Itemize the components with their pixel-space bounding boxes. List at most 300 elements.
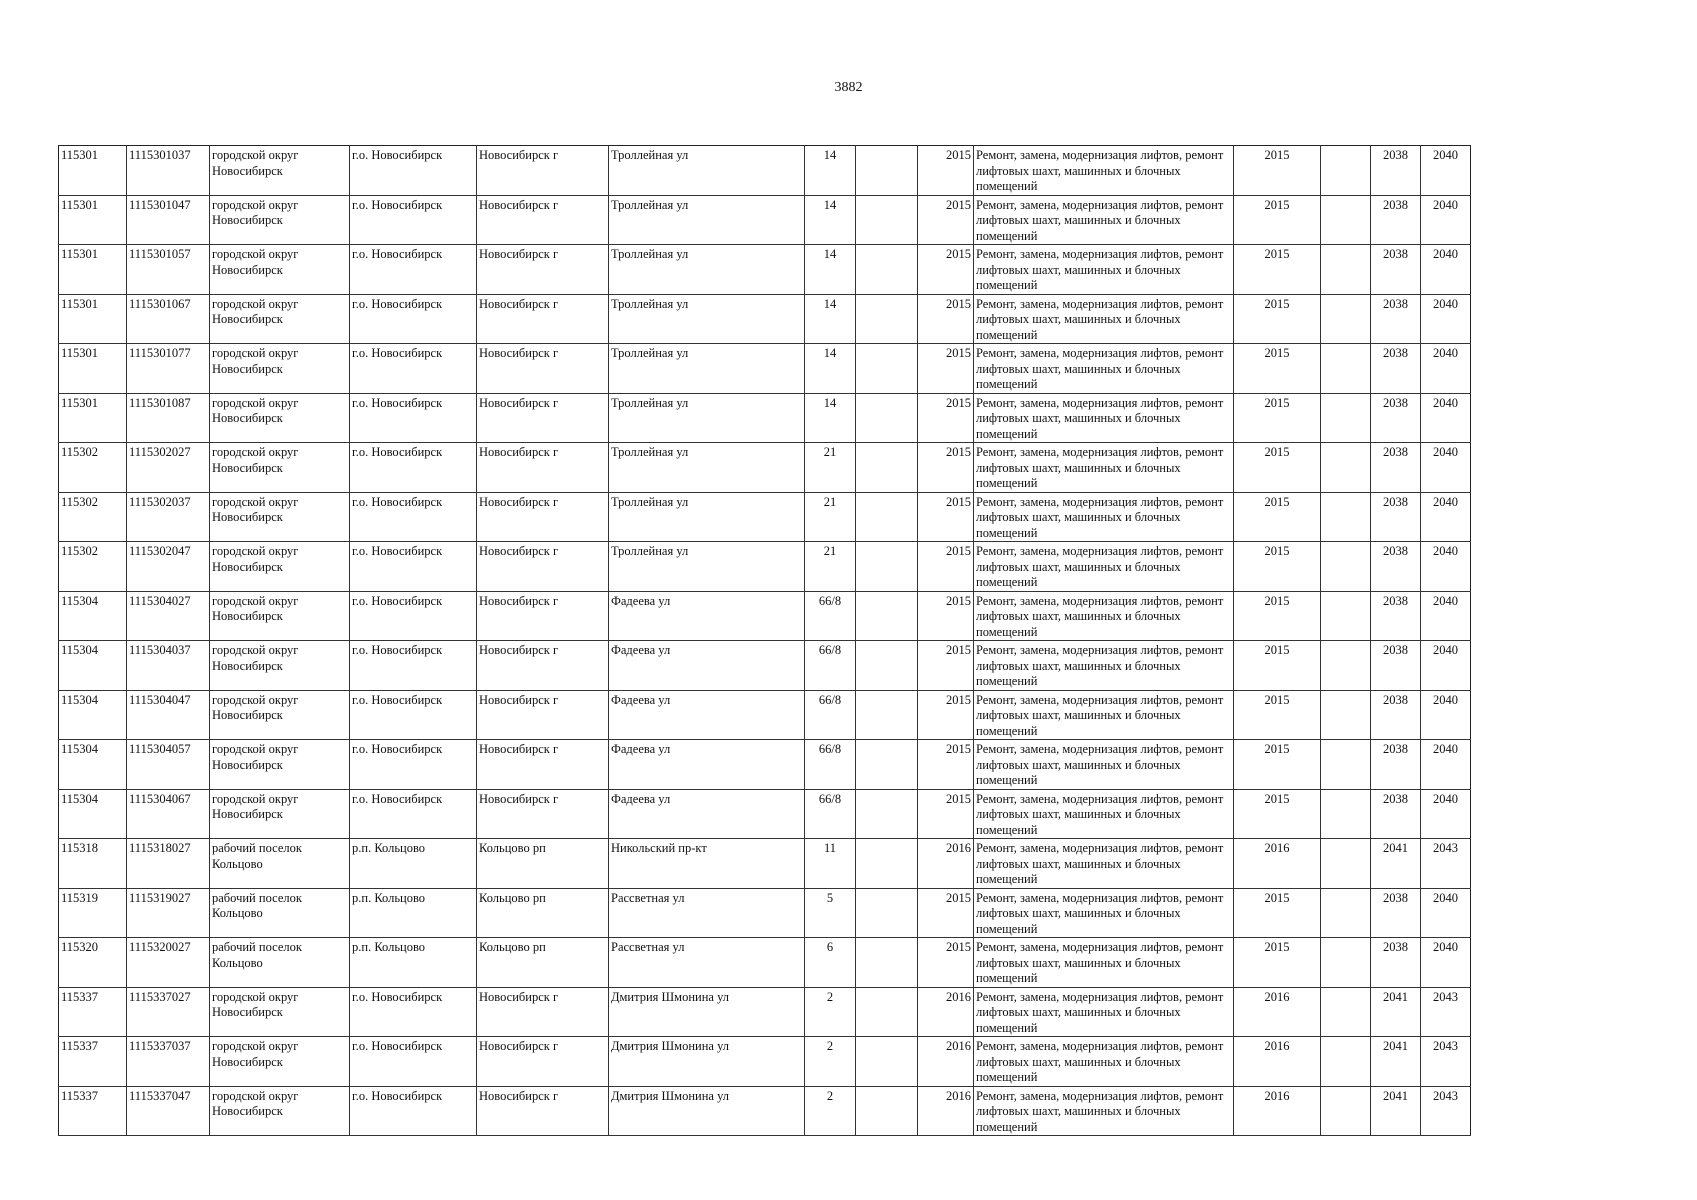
cell-work-type: Ремонт, замена, модернизация лифтов, ремонт лифтовых шахт, машинных и блочных помещений — [974, 542, 1234, 592]
cell-street: Фадеева ул — [609, 789, 805, 839]
cell-house-number: 5 — [805, 888, 856, 938]
cell-work-type: Ремонт, замена, модернизация лифтов, ремонт лифтовых шахт, машинных и блочных помещений — [974, 591, 1234, 641]
cell-municipality: городской округ Новосибирск — [210, 146, 350, 196]
cell-year-from: 2038 — [1371, 195, 1421, 245]
cell-empty — [1321, 146, 1371, 196]
cell-house-id: 1115320027 — [127, 938, 210, 988]
cell-settlement: Новосибирск г — [477, 987, 609, 1037]
cell-region-code: 115301 — [59, 195, 127, 245]
cell-settlement: Новосибирск г — [477, 1086, 609, 1136]
cell-house-number: 11 — [805, 839, 856, 889]
cell-house-id: 1115302037 — [127, 492, 210, 542]
cell-year-from: 2038 — [1371, 146, 1421, 196]
cell-year-from: 2038 — [1371, 938, 1421, 988]
cell-empty — [1321, 938, 1371, 988]
cell-work-year: 2015 — [1234, 888, 1321, 938]
cell-year: 2015 — [918, 641, 974, 691]
cell-year-to: 2040 — [1421, 690, 1471, 740]
cell-work-year: 2015 — [1234, 146, 1321, 196]
cell-work-year: 2015 — [1234, 393, 1321, 443]
cell-house-id: 1115301087 — [127, 393, 210, 443]
cell-municipality: городской округ Новосибирск — [210, 1086, 350, 1136]
cell-municipality-short: г.о. Новосибирск — [350, 641, 477, 691]
cell-empty — [1321, 789, 1371, 839]
cell-year: 2015 — [918, 245, 974, 295]
cell-region-code: 115337 — [59, 1037, 127, 1087]
cell-empty — [1321, 195, 1371, 245]
cell-settlement: Новосибирск г — [477, 146, 609, 196]
cell-street: Рассветная ул — [609, 938, 805, 988]
cell-empty — [1321, 542, 1371, 592]
cell-work-type: Ремонт, замена, модернизация лифтов, ремонт лифтовых шахт, машинных и блочных помещений — [974, 839, 1234, 889]
cell-settlement: Новосибирск г — [477, 294, 609, 344]
cell-work-type: Ремонт, замена, модернизация лифтов, ремонт лифтовых шахт, машинных и блочных помещений — [974, 492, 1234, 542]
cell-region-code: 115301 — [59, 245, 127, 295]
cell-region-code: 115301 — [59, 294, 127, 344]
cell-house-id: 1115318027 — [127, 839, 210, 889]
cell-year-from: 2038 — [1371, 740, 1421, 790]
cell-house-number: 14 — [805, 393, 856, 443]
cell-settlement: Новосибирск г — [477, 740, 609, 790]
cell-empty — [1321, 1037, 1371, 1087]
cell-municipality-short: р.п. Кольцово — [350, 938, 477, 988]
cell-work-type: Ремонт, замена, модернизация лифтов, ремонт лифтовых шахт, машинных и блочных помещений — [974, 294, 1234, 344]
cell-year: 2015 — [918, 542, 974, 592]
table-row — [59, 641, 1471, 691]
cell-empty — [1321, 344, 1371, 394]
cell-year-from: 2038 — [1371, 443, 1421, 493]
cell-region-code: 115302 — [59, 443, 127, 493]
table-row — [59, 344, 1471, 394]
cell-work-type: Ремонт, замена, модернизация лифтов, ремонт лифтовых шахт, машинных и блочных помещений — [974, 146, 1234, 196]
cell-street: Троллейная ул — [609, 195, 805, 245]
cell-municipality: городской округ Новосибирск — [210, 987, 350, 1037]
cell-settlement: Кольцово рп — [477, 888, 609, 938]
cell-work-year: 2016 — [1234, 839, 1321, 889]
cell-empty — [1321, 839, 1371, 889]
cell-street: Троллейная ул — [609, 146, 805, 196]
cell-work-type: Ремонт, замена, модернизация лифтов, ремонт лифтовых шахт, машинных и блочных помещений — [974, 245, 1234, 295]
cell-year-to: 2040 — [1421, 591, 1471, 641]
cell-municipality-short: г.о. Новосибирск — [350, 789, 477, 839]
cell-municipality: городской округ Новосибирск — [210, 690, 350, 740]
cell-region-code: 115337 — [59, 1086, 127, 1136]
cell-work-type: Ремонт, замена, модернизация лифтов, ремонт лифтовых шахт, машинных и блочных помещений — [974, 344, 1234, 394]
cell-year: 2015 — [918, 492, 974, 542]
cell-municipality: городской округ Новосибирск — [210, 393, 350, 443]
cell-street: Дмитрия Шмонина ул — [609, 1037, 805, 1087]
cell-year-to: 2040 — [1421, 938, 1471, 988]
cell-settlement: Новосибирск г — [477, 393, 609, 443]
cell-year: 2016 — [918, 1086, 974, 1136]
cell-settlement: Новосибирск г — [477, 344, 609, 394]
cell-street: Фадеева ул — [609, 740, 805, 790]
cell-municipality: городской округ Новосибирск — [210, 492, 350, 542]
cell-house-id: 1115304027 — [127, 591, 210, 641]
cell-year: 2015 — [918, 393, 974, 443]
cell-building — [856, 690, 918, 740]
table-row — [59, 591, 1471, 641]
cell-settlement: Новосибирск г — [477, 641, 609, 691]
cell-year-to: 2040 — [1421, 443, 1471, 493]
table-row — [59, 839, 1471, 889]
cell-municipality: городской округ Новосибирск — [210, 195, 350, 245]
cell-municipality-short: г.о. Новосибирск — [350, 443, 477, 493]
table-row — [59, 393, 1471, 443]
cell-year: 2016 — [918, 1037, 974, 1087]
cell-year: 2015 — [918, 789, 974, 839]
cell-work-year: 2015 — [1234, 492, 1321, 542]
table-row — [59, 789, 1471, 839]
cell-work-year: 2015 — [1234, 938, 1321, 988]
table-row — [59, 443, 1471, 493]
cell-house-number: 2 — [805, 1037, 856, 1087]
cell-house-number: 66/8 — [805, 740, 856, 790]
cell-work-type: Ремонт, замена, модернизация лифтов, ремонт лифтовых шахт, машинных и блочных помещений — [974, 393, 1234, 443]
cell-settlement: Новосибирск г — [477, 443, 609, 493]
table-row — [59, 294, 1471, 344]
cell-settlement: Новосибирск г — [477, 1037, 609, 1087]
cell-year-from: 2041 — [1371, 839, 1421, 889]
cell-house-id: 1115304037 — [127, 641, 210, 691]
cell-municipality-short: р.п. Кольцово — [350, 888, 477, 938]
cell-building — [856, 146, 918, 196]
cell-municipality-short: г.о. Новосибирск — [350, 146, 477, 196]
cell-building — [856, 938, 918, 988]
cell-house-id: 1115304067 — [127, 789, 210, 839]
cell-year-from: 2041 — [1371, 987, 1421, 1037]
cell-house-number: 66/8 — [805, 641, 856, 691]
cell-building — [856, 245, 918, 295]
cell-year-from: 2038 — [1371, 344, 1421, 394]
cell-work-type: Ремонт, замена, модернизация лифтов, ремонт лифтовых шахт, машинных и блочных помещений — [974, 1086, 1234, 1136]
cell-region-code: 115320 — [59, 938, 127, 988]
cell-year-to: 2043 — [1421, 987, 1471, 1037]
cell-year: 2015 — [918, 938, 974, 988]
cell-region-code: 115302 — [59, 542, 127, 592]
cell-region-code: 115301 — [59, 146, 127, 196]
cell-municipality-short: г.о. Новосибирск — [350, 492, 477, 542]
cell-region-code: 115304 — [59, 641, 127, 691]
cell-year-to: 2043 — [1421, 1037, 1471, 1087]
cell-work-year: 2015 — [1234, 591, 1321, 641]
cell-municipality-short: г.о. Новосибирск — [350, 591, 477, 641]
cell-house-number: 66/8 — [805, 690, 856, 740]
cell-work-year: 2015 — [1234, 542, 1321, 592]
cell-year-from: 2041 — [1371, 1086, 1421, 1136]
cell-year-from: 2038 — [1371, 690, 1421, 740]
cell-building — [856, 1037, 918, 1087]
cell-empty — [1321, 393, 1371, 443]
cell-region-code: 115304 — [59, 591, 127, 641]
cell-settlement: Новосибирск г — [477, 245, 609, 295]
cell-empty — [1321, 1086, 1371, 1136]
cell-building — [856, 294, 918, 344]
cell-house-id: 1115302047 — [127, 542, 210, 592]
cell-house-number: 14 — [805, 344, 856, 394]
cell-year-to: 2040 — [1421, 146, 1471, 196]
table-row — [59, 888, 1471, 938]
cell-year-to: 2043 — [1421, 1086, 1471, 1136]
cell-building — [856, 492, 918, 542]
cell-work-type: Ремонт, замена, модернизация лифтов, ремонт лифтовых шахт, машинных и блочных помещений — [974, 195, 1234, 245]
cell-municipality-short: г.о. Новосибирск — [350, 245, 477, 295]
cell-empty — [1321, 888, 1371, 938]
cell-house-id: 1115301057 — [127, 245, 210, 295]
cell-year-to: 2040 — [1421, 195, 1471, 245]
cell-empty — [1321, 591, 1371, 641]
cell-house-number: 2 — [805, 987, 856, 1037]
cell-house-id: 1115304057 — [127, 740, 210, 790]
cell-house-number: 66/8 — [805, 591, 856, 641]
cell-house-id: 1115337047 — [127, 1086, 210, 1136]
cell-building — [856, 641, 918, 691]
cell-settlement: Новосибирск г — [477, 591, 609, 641]
cell-year: 2015 — [918, 443, 974, 493]
cell-house-id: 1115319027 — [127, 888, 210, 938]
cell-year: 2016 — [918, 987, 974, 1037]
cell-year-from: 2038 — [1371, 393, 1421, 443]
registry-table — [58, 145, 1471, 1136]
cell-year-to: 2040 — [1421, 641, 1471, 691]
cell-building — [856, 195, 918, 245]
cell-empty — [1321, 443, 1371, 493]
cell-settlement: Кольцово рп — [477, 938, 609, 988]
cell-municipality: городской округ Новосибирск — [210, 443, 350, 493]
cell-municipality: городской округ Новосибирск — [210, 542, 350, 592]
cell-work-year: 2015 — [1234, 641, 1321, 691]
cell-municipality: городской округ Новосибирск — [210, 1037, 350, 1087]
cell-year-from: 2038 — [1371, 888, 1421, 938]
cell-year: 2015 — [918, 591, 974, 641]
cell-house-number: 66/8 — [805, 789, 856, 839]
cell-work-year: 2015 — [1234, 344, 1321, 394]
cell-street: Дмитрия Шмонина ул — [609, 987, 805, 1037]
cell-house-number: 21 — [805, 542, 856, 592]
cell-municipality-short: г.о. Новосибирск — [350, 294, 477, 344]
cell-settlement: Кольцово рп — [477, 839, 609, 889]
cell-year: 2015 — [918, 294, 974, 344]
cell-work-year: 2015 — [1234, 740, 1321, 790]
cell-region-code: 115318 — [59, 839, 127, 889]
cell-municipality-short: г.о. Новосибирск — [350, 393, 477, 443]
cell-empty — [1321, 245, 1371, 295]
cell-municipality: городской округ Новосибирск — [210, 789, 350, 839]
cell-work-type: Ремонт, замена, модернизация лифтов, ремонт лифтовых шахт, машинных и блочных помещений — [974, 641, 1234, 691]
cell-street: Фадеева ул — [609, 690, 805, 740]
cell-region-code: 115304 — [59, 789, 127, 839]
cell-year-from: 2038 — [1371, 641, 1421, 691]
cell-year-to: 2040 — [1421, 789, 1471, 839]
cell-work-year: 2016 — [1234, 987, 1321, 1037]
cell-work-type: Ремонт, замена, модернизация лифтов, ремонт лифтовых шахт, машинных и блочных помещений — [974, 690, 1234, 740]
cell-house-number: 2 — [805, 1086, 856, 1136]
cell-work-type: Ремонт, замена, модернизация лифтов, ремонт лифтовых шахт, машинных и блочных помещений — [974, 443, 1234, 493]
cell-year-to: 2040 — [1421, 294, 1471, 344]
cell-empty — [1321, 740, 1371, 790]
cell-municipality-short: г.о. Новосибирск — [350, 1037, 477, 1087]
table-row — [59, 195, 1471, 245]
cell-building — [856, 888, 918, 938]
cell-house-number: 14 — [805, 195, 856, 245]
table-body — [59, 146, 1471, 1136]
cell-region-code: 115302 — [59, 492, 127, 542]
cell-year-from: 2038 — [1371, 789, 1421, 839]
cell-street: Фадеева ул — [609, 641, 805, 691]
cell-work-year: 2015 — [1234, 195, 1321, 245]
cell-municipality-short: р.п. Кольцово — [350, 839, 477, 889]
cell-street: Троллейная ул — [609, 443, 805, 493]
cell-municipality: городской округ Новосибирск — [210, 591, 350, 641]
cell-building — [856, 839, 918, 889]
cell-municipality-short: г.о. Новосибирск — [350, 987, 477, 1037]
cell-house-number: 21 — [805, 492, 856, 542]
cell-empty — [1321, 987, 1371, 1037]
cell-year: 2015 — [918, 146, 974, 196]
cell-street: Фадеева ул — [609, 591, 805, 641]
cell-street: Троллейная ул — [609, 245, 805, 295]
cell-house-number: 14 — [805, 146, 856, 196]
cell-region-code: 115301 — [59, 393, 127, 443]
cell-house-id: 1115337037 — [127, 1037, 210, 1087]
cell-municipality-short: г.о. Новосибирск — [350, 690, 477, 740]
cell-empty — [1321, 641, 1371, 691]
cell-municipality-short: г.о. Новосибирск — [350, 195, 477, 245]
cell-year-to: 2040 — [1421, 393, 1471, 443]
cell-year-from: 2041 — [1371, 1037, 1421, 1087]
cell-municipality-short: г.о. Новосибирск — [350, 1086, 477, 1136]
table-row — [59, 1086, 1471, 1136]
cell-house-number: 14 — [805, 294, 856, 344]
cell-empty — [1321, 492, 1371, 542]
cell-house-id: 1115301037 — [127, 146, 210, 196]
cell-municipality: рабочий поселок Кольцово — [210, 938, 350, 988]
cell-settlement: Новосибирск г — [477, 195, 609, 245]
cell-year-to: 2040 — [1421, 344, 1471, 394]
cell-work-year: 2015 — [1234, 245, 1321, 295]
cell-year: 2015 — [918, 690, 974, 740]
cell-work-type: Ремонт, замена, модернизация лифтов, ремонт лифтовых шахт, машинных и блочных помещений — [974, 1037, 1234, 1087]
cell-street: Троллейная ул — [609, 393, 805, 443]
cell-municipality-short: г.о. Новосибирск — [350, 344, 477, 394]
cell-year-from: 2038 — [1371, 591, 1421, 641]
cell-work-year: 2015 — [1234, 690, 1321, 740]
cell-year-from: 2038 — [1371, 294, 1421, 344]
cell-region-code: 115337 — [59, 987, 127, 1037]
cell-municipality: городской округ Новосибирск — [210, 245, 350, 295]
cell-street: Троллейная ул — [609, 492, 805, 542]
cell-house-id: 1115301047 — [127, 195, 210, 245]
cell-year-to: 2040 — [1421, 542, 1471, 592]
cell-municipality: рабочий поселок Кольцово — [210, 888, 350, 938]
cell-house-id: 1115301067 — [127, 294, 210, 344]
table-row — [59, 690, 1471, 740]
cell-house-number: 21 — [805, 443, 856, 493]
table-row — [59, 1037, 1471, 1087]
cell-house-id: 1115301077 — [127, 344, 210, 394]
cell-building — [856, 987, 918, 1037]
cell-year-from: 2038 — [1371, 542, 1421, 592]
cell-work-type: Ремонт, замена, модернизация лифтов, ремонт лифтовых шахт, машинных и блочных помещений — [974, 987, 1234, 1037]
cell-year: 2015 — [918, 195, 974, 245]
cell-work-year: 2015 — [1234, 294, 1321, 344]
cell-house-id: 1115304047 — [127, 690, 210, 740]
cell-settlement: Новосибирск г — [477, 542, 609, 592]
table-row — [59, 542, 1471, 592]
cell-street: Никольский пр-кт — [609, 839, 805, 889]
cell-year-to: 2043 — [1421, 839, 1471, 889]
cell-region-code: 115304 — [59, 690, 127, 740]
cell-work-type: Ремонт, замена, модернизация лифтов, ремонт лифтовых шахт, машинных и блочных помещений — [974, 938, 1234, 988]
cell-region-code: 115319 — [59, 888, 127, 938]
cell-work-year: 2015 — [1234, 443, 1321, 493]
cell-municipality: городской округ Новосибирск — [210, 641, 350, 691]
cell-region-code: 115304 — [59, 740, 127, 790]
cell-year: 2015 — [918, 740, 974, 790]
cell-building — [856, 1086, 918, 1136]
cell-municipality: городской округ Новосибирск — [210, 344, 350, 394]
cell-settlement: Новосибирск г — [477, 789, 609, 839]
cell-year: 2015 — [918, 888, 974, 938]
cell-empty — [1321, 294, 1371, 344]
cell-municipality: рабочий поселок Кольцово — [210, 839, 350, 889]
table-row — [59, 740, 1471, 790]
cell-building — [856, 344, 918, 394]
table-row — [59, 492, 1471, 542]
cell-house-id: 1115337027 — [127, 987, 210, 1037]
cell-work-type: Ремонт, замена, модернизация лифтов, ремонт лифтовых шахт, машинных и блочных помещений — [974, 740, 1234, 790]
table-row — [59, 938, 1471, 988]
cell-street: Дмитрия Шмонина ул — [609, 1086, 805, 1136]
cell-street: Троллейная ул — [609, 294, 805, 344]
table-row — [59, 245, 1471, 295]
cell-building — [856, 393, 918, 443]
cell-year-to: 2040 — [1421, 888, 1471, 938]
cell-house-number: 14 — [805, 245, 856, 295]
cell-work-type: Ремонт, замена, модернизация лифтов, ремонт лифтовых шахт, машинных и блочных помещений — [974, 789, 1234, 839]
cell-municipality-short: г.о. Новосибирск — [350, 542, 477, 592]
cell-year-to: 2040 — [1421, 740, 1471, 790]
cell-year-to: 2040 — [1421, 492, 1471, 542]
cell-house-id: 1115302027 — [127, 443, 210, 493]
cell-work-year: 2016 — [1234, 1037, 1321, 1087]
table-row — [59, 987, 1471, 1037]
cell-year: 2016 — [918, 839, 974, 889]
cell-municipality: городской округ Новосибирск — [210, 294, 350, 344]
cell-settlement: Новосибирск г — [477, 690, 609, 740]
table-row — [59, 146, 1471, 196]
cell-house-number: 6 — [805, 938, 856, 988]
cell-street: Троллейная ул — [609, 542, 805, 592]
cell-year-to: 2040 — [1421, 245, 1471, 295]
cell-empty — [1321, 690, 1371, 740]
cell-street: Рассветная ул — [609, 888, 805, 938]
cell-region-code: 115301 — [59, 344, 127, 394]
cell-year: 2015 — [918, 344, 974, 394]
cell-work-type: Ремонт, замена, модернизация лифтов, ремонт лифтовых шахт, машинных и блочных помещений — [974, 888, 1234, 938]
cell-building — [856, 542, 918, 592]
cell-street: Троллейная ул — [609, 344, 805, 394]
cell-settlement: Новосибирск г — [477, 492, 609, 542]
cell-building — [856, 591, 918, 641]
cell-building — [856, 443, 918, 493]
cell-municipality: городской округ Новосибирск — [210, 740, 350, 790]
cell-building — [856, 740, 918, 790]
cell-building — [856, 789, 918, 839]
cell-year-from: 2038 — [1371, 492, 1421, 542]
cell-work-year: 2016 — [1234, 1086, 1321, 1136]
cell-municipality-short: г.о. Новосибирск — [350, 740, 477, 790]
